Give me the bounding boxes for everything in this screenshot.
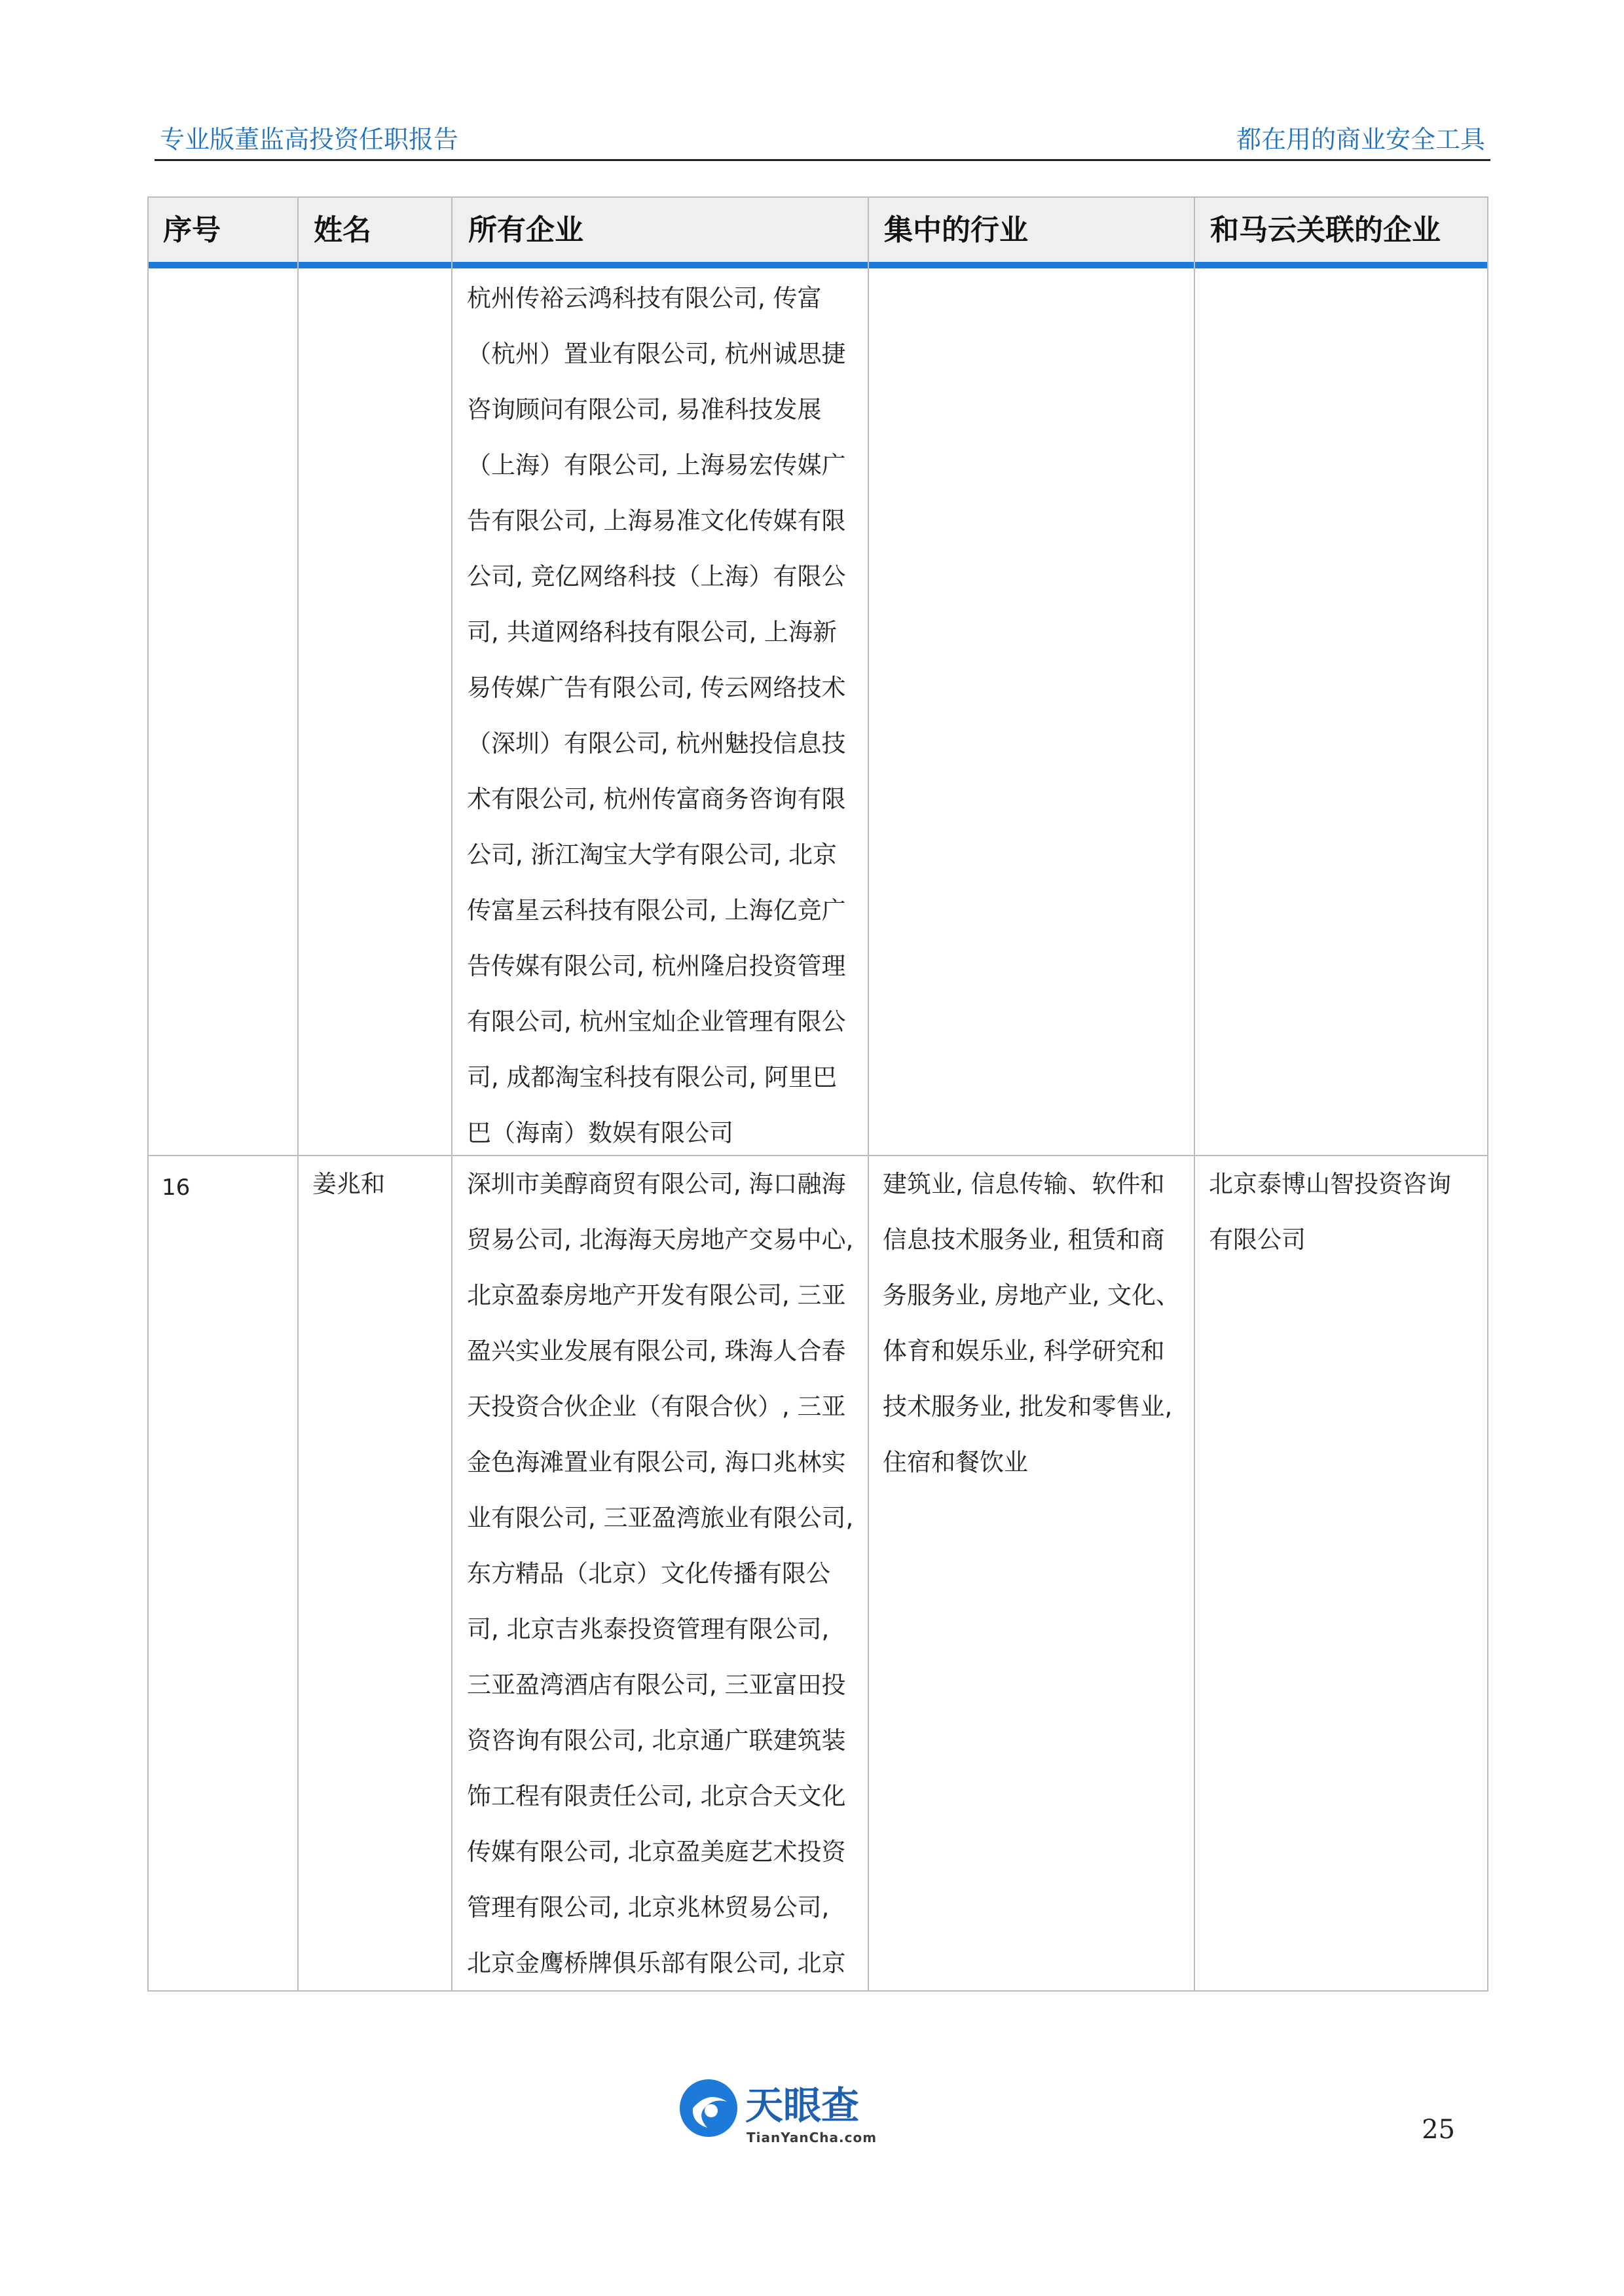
companies-line: 三亚盈湾酒店有限公司, 三亚富田投 xyxy=(467,1671,846,1699)
companies-line: 盈兴实业发展有限公司, 珠海人合春 xyxy=(467,1337,846,1365)
companies-line: 资咨询有限公司, 北京通广联建筑装 xyxy=(467,1726,846,1755)
companies-line: 告有限公司, 上海易准文化传媒有限 xyxy=(467,507,846,535)
companies-line: 贸易公司, 北海海天房地产交易中心, xyxy=(467,1226,854,1254)
table-row-continued-companies xyxy=(467,270,846,1161)
companies-line: 公司, 浙江淘宝大学有限公司, 北京 xyxy=(467,841,838,869)
tianyancha-logo-icon xyxy=(674,2075,910,2147)
industries-line: 住宿和餐饮业 xyxy=(883,1448,1028,1476)
companies-line: 告传媒有限公司, 杭州隆启投资管理 xyxy=(467,952,846,980)
table-row-name: 姜兆和 xyxy=(312,1170,385,1198)
table-row-related xyxy=(1209,1156,1451,1267)
report-title: 专业版董监高投资任职报告 xyxy=(160,125,459,154)
logo-url: TianYanCha.com xyxy=(747,2130,877,2145)
companies-line: 司, 北京吉兆泰投资管理有限公司, xyxy=(467,1615,830,1643)
companies-line: 金色海滩置业有限公司, 海口兆林实 xyxy=(467,1448,846,1476)
companies-line: 公司, 竞亿网络科技（上海）有限公 xyxy=(467,562,846,591)
industries-line: 体育和娱乐业, 科学研究和 xyxy=(883,1337,1165,1365)
companies-line: 管理有限公司, 北京兆林贸易公司, xyxy=(467,1893,830,1922)
industries-line: 技术服务业, 批发和零售业, xyxy=(883,1393,1173,1421)
tianyancha-logo xyxy=(674,2075,910,2147)
header-divider xyxy=(155,159,1490,161)
industries-line: 信息技术服务业, 租赁和商 xyxy=(883,1226,1165,1254)
companies-line: 司, 成都淘宝科技有限公司, 阿里巴 xyxy=(467,1063,838,1091)
table-header-row xyxy=(147,196,1488,263)
column-header-related: 和马云关联的企业 xyxy=(1210,213,1441,247)
companies-line: 东方精品（北京）文化传播有限公 xyxy=(467,1559,830,1588)
related-line: 北京泰博山智投资咨询 xyxy=(1209,1170,1451,1198)
companies-line: 深圳市美醇商贸有限公司, 海口融海 xyxy=(467,1170,846,1198)
companies-line: 易传媒广告有限公司, 传云网络技术 xyxy=(467,674,846,702)
table-row-industries xyxy=(883,1156,1180,1490)
grid-line xyxy=(1194,196,1195,1992)
industries-line: 建筑业, 信息传输、软件和 xyxy=(883,1170,1165,1198)
companies-line: 咨询顾问有限公司, 易准科技发展 xyxy=(467,395,822,424)
companies-line: （杭州）置业有限公司, 杭州诚思捷 xyxy=(467,340,846,368)
page-number: 25 xyxy=(1422,2115,1455,2145)
companies-line: 北京盈泰房地产开发有限公司, 三亚 xyxy=(467,1281,846,1309)
column-header-industries: 集中的行业 xyxy=(884,213,1028,247)
grid-line xyxy=(451,196,452,1992)
companies-line: （深圳）有限公司, 杭州魅投信息技 xyxy=(467,729,846,757)
companies-line: 传富星云科技有限公司, 上海亿竞广 xyxy=(467,896,846,924)
companies-line: 传媒有限公司, 北京盈美庭艺术投资 xyxy=(467,1838,846,1866)
companies-line: 司, 共道网络科技有限公司, 上海新 xyxy=(467,618,838,646)
companies-line: 天投资合伙企业（有限合伙）, 三亚 xyxy=(467,1393,846,1421)
companies-line: 有限公司, 杭州宝灿企业管理有限公 xyxy=(467,1008,846,1036)
header-accent-bar xyxy=(147,262,1488,268)
companies-line: 业有限公司, 三亚盈湾旅业有限公司, xyxy=(467,1504,854,1532)
column-header-companies: 所有企业 xyxy=(468,213,583,247)
related-line: 有限公司 xyxy=(1209,1226,1306,1254)
column-header-seq: 序号 xyxy=(163,213,221,247)
companies-line: 巴（海南）数娱有限公司 xyxy=(467,1119,733,1147)
companies-line: （上海）有限公司, 上海易宏传媒广 xyxy=(467,451,846,479)
table-row-companies xyxy=(467,1156,853,1991)
table-row-seq: 16 xyxy=(162,1175,191,1201)
companies-line: 饰工程有限责任公司, 北京合天文化 xyxy=(467,1782,846,1810)
companies-line: 杭州传裕云鸿科技有限公司, 传富 xyxy=(467,284,822,312)
companies-line: 术有限公司, 杭州传富商务咨询有限 xyxy=(467,785,846,813)
industries-line: 务服务业, 房地产业, 文化、 xyxy=(883,1281,1181,1309)
column-header-name: 姓名 xyxy=(314,213,371,247)
grid-line xyxy=(1487,196,1488,1992)
report-slogan: 都在用的商业安全工具 xyxy=(1236,125,1485,154)
executive-investment-table xyxy=(147,196,1488,1992)
grid-line xyxy=(868,196,869,1992)
grid-line xyxy=(297,196,299,1992)
grid-line xyxy=(147,196,149,1992)
logo-text: 天眼查 xyxy=(745,2083,860,2128)
companies-line: 北京金鹰桥牌俱乐部有限公司, 北京 xyxy=(467,1949,846,1977)
